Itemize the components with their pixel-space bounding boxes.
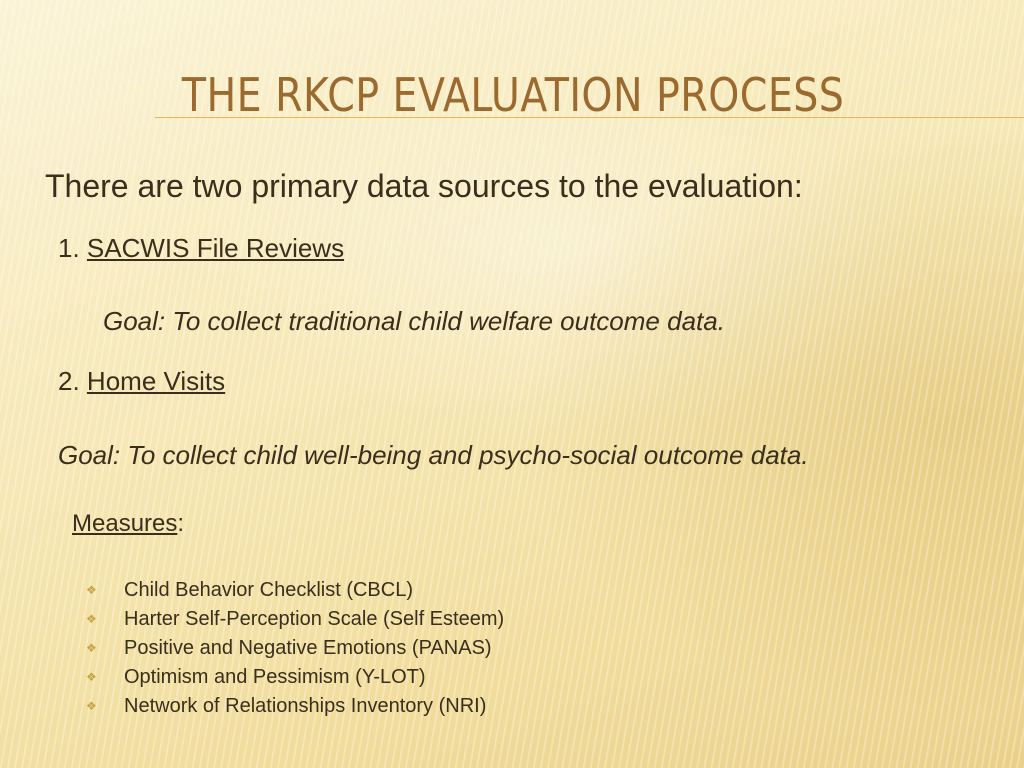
- measures-colon: :: [177, 510, 185, 537]
- source-item-home-visits: [58, 366, 225, 397]
- measures-heading: [72, 510, 184, 538]
- intro-text: There are two primary data sources to the evaluation:: [45, 168, 803, 204]
- diamond-bullet-icon: ❖: [86, 670, 97, 684]
- home-visits-link[interactable]: Home Visits: [86, 366, 226, 396]
- slide-title: THE RKCP EVALUATION PROCESS: [181, 68, 845, 122]
- list-item: [86, 634, 504, 663]
- measure-label: Harter Self-Perception Scale (Self Esteem): [124, 608, 505, 630]
- measures-list: [86, 576, 504, 721]
- source-number: 1.: [58, 233, 80, 263]
- source-goal-home-visits: Goal: To collect child well-being and psycho-social outcome data.: [58, 440, 809, 470]
- sacwis-file-reviews-link[interactable]: SACWIS File Reviews: [86, 233, 345, 263]
- diamond-bullet-icon: ❖: [86, 612, 97, 626]
- measure-label: Network of Relationships Inventory (NRI): [124, 695, 487, 717]
- measure-label: Optimism and Pessimism (Y-LOT): [124, 666, 426, 688]
- diamond-bullet-icon: ❖: [86, 699, 97, 713]
- list-item: [86, 663, 504, 692]
- source-goal-sacwis: Goal: To collect traditional child welfare outcome data.: [103, 306, 725, 336]
- list-item: [86, 692, 504, 721]
- measures-label: Measures: [72, 510, 178, 537]
- source-item-sacwis: [58, 233, 344, 264]
- source-number: 2.: [58, 366, 80, 396]
- diamond-bullet-icon: ❖: [86, 641, 97, 655]
- measure-label: Child Behavior Checklist (CBCL): [124, 579, 413, 601]
- list-item: [86, 576, 504, 605]
- measure-label: Positive and Negative Emotions (PANAS): [124, 637, 492, 659]
- list-item: [86, 605, 504, 634]
- diamond-bullet-icon: ❖: [86, 583, 97, 597]
